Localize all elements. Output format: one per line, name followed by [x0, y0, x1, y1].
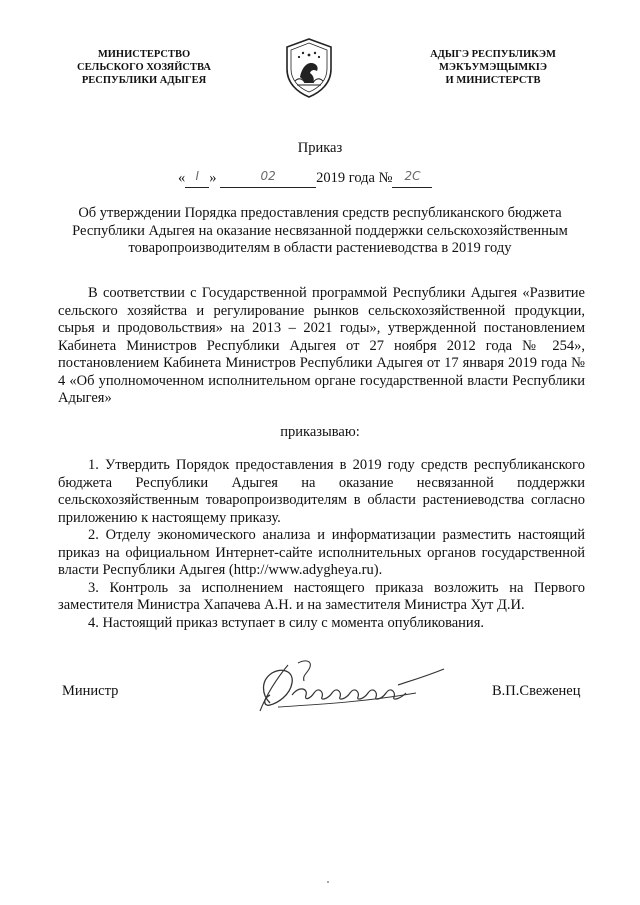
adygea-coat-of-arms-icon [283, 37, 335, 99]
order-item: 4. Настоящий приказ вступает в силу с момента опубликования. [88, 614, 484, 631]
header-right-line-2: МЭКЪУМЭЩЫМКIЭ [439, 62, 547, 73]
order-date-line [178, 170, 468, 188]
handwritten-signature [248, 655, 453, 717]
close-quote: » [209, 170, 217, 186]
ministry-header-adyghe [405, 48, 581, 87]
header-left-line-3: РЕСПУБЛИКИ АДЫГЕЯ [81, 75, 207, 86]
header-left-line-2: СЕЛЬСКОГО ХОЗЯЙСТВА [77, 62, 211, 73]
signatory-position: Министр [62, 683, 119, 699]
year-text: 2019 года № [316, 170, 393, 186]
header-right-line-3: И МИНИСТЕРСТВ [445, 75, 541, 86]
order-item: 3. Контроль за исполнением настоящего приказа возложить на Первого заместителя Министра Хапачева А.Н. и на заместителя Министра Хут Д.И. [58, 579, 585, 613]
signatory-name: В.П.Свеженец [492, 683, 581, 699]
order-directive: приказываю: [280, 424, 360, 440]
scan-speck [327, 881, 329, 883]
order-item: 2. Отделу экономического анализа и информатизации разместить настоящий приказ на официальном Интернет-сайте исполнительных органов государственной власти Республики Адыгея (http://www.adygheya.ru). [58, 527, 585, 578]
header-right-line-1: АДЫГЭ РЕСПУБЛИКЭМ [430, 49, 556, 60]
number-field [392, 170, 432, 188]
order-item: 1. Утвердить Порядок предоставления в 2019 году средств республиканского бюджета Республики Адыгея на оказание несвязанной поддержки сельскохозяйственным товаропроизводителям в области растениеводства согласно приложению к настоящему приказу. [58, 457, 585, 526]
order-subject: Об утверждении Порядка предоставления средств республиканского бюджета Республики Адыгея на оказание несвязанной поддержки сельскохозяйственным товаропроизводителям в области растениеводства в 2019 году [72, 205, 568, 256]
month-handwritten: 02 [260, 169, 276, 183]
number-handwritten: 2С [404, 169, 421, 183]
ministry-header-russian [56, 48, 232, 87]
day-handwritten: I [195, 169, 200, 183]
header-left-line-1: МИНИСТЕРСТВО [97, 49, 191, 60]
open-quote: « [178, 170, 186, 186]
order-items [58, 457, 585, 632]
day-field [185, 170, 209, 188]
document-title: Приказ [297, 140, 343, 156]
month-field [220, 170, 316, 188]
preamble-paragraph: В соответствии с Государственной программой Республики Адыгея «Развитие сельского хозяйства и регулирование рынков сельскохозяйственной продукции, сырья и продовольствия» на 2013 – 2021 годы», утвержденной постановлением Кабинета Министров Республики Адыгея от 27 ноября 2012 года № 254», постановлением Кабинета Министров Республики Адыгея от 17 января 2019 года № 4 «Об уполномоченном исполнительном органе государственной власти Республики Адыгея» [58, 285, 585, 406]
